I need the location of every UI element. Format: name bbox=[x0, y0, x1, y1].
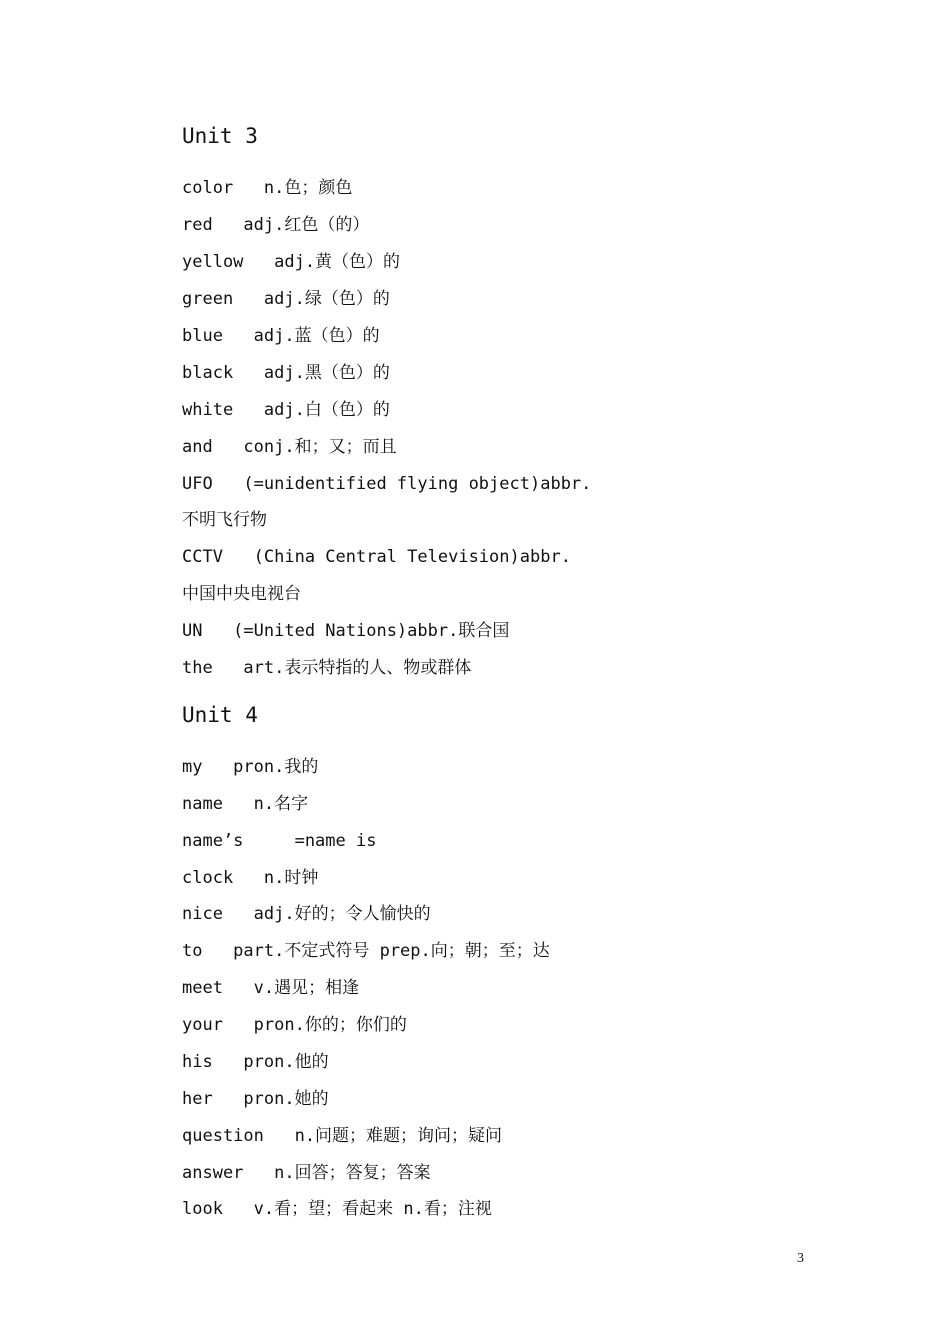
vocab-line: name n.名字 bbox=[182, 794, 309, 814]
vocab-line: answer n.回答；答复；答案 bbox=[182, 1163, 431, 1183]
vocab-line: his pron.他的 bbox=[182, 1052, 329, 1072]
vocab-line: black adj.黑（色）的 bbox=[182, 363, 390, 383]
vocab-line: color n.色；颜色 bbox=[182, 178, 353, 198]
vocab-line: and conj.和；又；而且 bbox=[182, 437, 397, 457]
vocab-line: her pron.她的 bbox=[182, 1089, 329, 1109]
vocab-line: yellow adj.黄（色）的 bbox=[182, 252, 401, 272]
vocab-line: nice adj.好的；令人愉快的 bbox=[182, 904, 431, 924]
vocab-line: blue adj.蓝（色）的 bbox=[182, 326, 380, 346]
vocab-line: clock n.时钟 bbox=[182, 868, 319, 888]
vocab-line: CCTV (China Central Television)abbr. bbox=[182, 547, 571, 567]
vocab-line: UFO (=unidentified flying object)abbr. bbox=[182, 474, 592, 494]
vocab-line: red adj.红色（的） bbox=[182, 215, 370, 235]
vocab-line: your pron.你的；你们的 bbox=[182, 1015, 407, 1035]
vocab-line: UN (=United Nations)abbr.联合国 bbox=[182, 621, 510, 641]
vocab-line: 中国中央电视台 bbox=[182, 584, 301, 604]
vocab-line: question n.问题；难题；询问；疑问 bbox=[182, 1126, 503, 1146]
page-number: 3 bbox=[797, 1251, 804, 1266]
unit-4-heading: Unit 4 bbox=[182, 703, 258, 727]
unit-3-heading: Unit 3 bbox=[182, 124, 258, 148]
vocab-line: name’s =name is bbox=[182, 831, 377, 851]
vocab-line: the art.表示特指的人、物或群体 bbox=[182, 658, 472, 678]
vocab-line: my pron.我的 bbox=[182, 757, 319, 777]
vocab-line: white adj.白（色）的 bbox=[182, 400, 390, 420]
vocab-line: look v.看；望；看起来 n.看；注视 bbox=[182, 1199, 492, 1219]
vocab-line: green adj.绿（色）的 bbox=[182, 289, 390, 309]
vocab-line: meet v.遇见；相逢 bbox=[182, 978, 360, 998]
vocab-line: 不明飞行物 bbox=[182, 510, 267, 530]
vocab-line: to part.不定式符号 prep.向；朝；至；达 bbox=[182, 941, 550, 961]
